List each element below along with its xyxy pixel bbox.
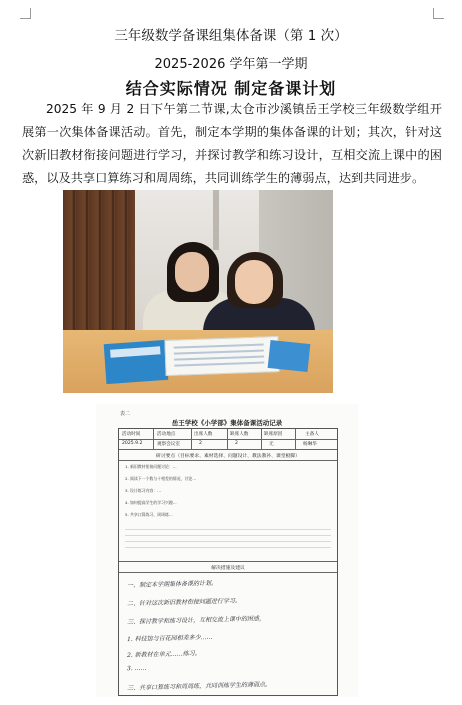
record-table [118, 428, 338, 696]
headline: 结合实际情况 制定备课计划 [125, 79, 337, 98]
body-paragraph: 2025 年 9 月 2 日下午第二节课,太仓市沙溪镇岳王学校三年级数学组开展第一次集体备课活动。首先，制定本学期的集体备课的计划；其次，针对这次新旧教材衔接问题进行学习，并探讨教学和练习设计，互相交流上课中的困惑，以及共享口算练习和周周练，共同训练学生的薄弱点，达到共同进步。 [22, 102, 442, 185]
header-cell: 缺席原因 [264, 432, 283, 437]
meeting-photo [63, 190, 333, 393]
handwritten-line: 三、探讨教学和练习设计，互相交流上课中的困惑， [126, 615, 266, 626]
header-cell: 缺席人数 [230, 432, 249, 437]
handwritten-line: 3. …… [126, 664, 147, 673]
value-cell: 2 [235, 441, 238, 446]
section-title-points: 研讨要点（目标要求、素材选择、问题设计、教法教补、课堂板脚） [156, 454, 300, 459]
teacher-left-face [175, 252, 209, 292]
document-title: 三年级数学备课组集体备课（第 1 次） [114, 28, 348, 44]
value-cell: 2 [199, 441, 202, 446]
page-corner-mark-right [433, 8, 444, 19]
handwritten-line: 1. 科技馆与百花园相差多少…… [126, 633, 213, 644]
handwritten-line: 一、制定本学期集体备课的计划。 [126, 579, 218, 590]
point-line: 3. 设计练习内容：… [125, 488, 162, 493]
handwritten-line: 二、针对这次新旧教材衔接问题进行学习。 [126, 597, 242, 608]
record-title: 岳王学校《小学部》集体备课活动记录 [171, 419, 283, 427]
header-cell: 活动时间 [122, 432, 141, 437]
attachment-label: 表二 [120, 411, 131, 417]
section-title-measures: 解决措施及建议 [211, 566, 245, 571]
point-line: 2. 阅读下一个数与十相差的情况，讨论… [125, 476, 197, 481]
stand-shape [213, 190, 219, 250]
point-line: 1. 新旧教材衔接问题讨论：… [125, 464, 177, 469]
teacher-right-face [235, 260, 273, 304]
value-cell: 观察会议室 [157, 442, 180, 447]
header-cell: 活动地点 [157, 432, 176, 437]
header-cell: 主备人 [305, 432, 319, 437]
header-cell: 出席人数 [194, 432, 213, 437]
value-cell: 杨琳华 [303, 442, 317, 447]
page-corner-mark-left [20, 8, 31, 19]
open-workbook [164, 336, 279, 376]
value-cell: 2025.9.2 [122, 441, 143, 446]
textbook-left [104, 340, 169, 384]
term-subtitle: 2025-2026 学年第一学期 [154, 57, 308, 72]
point-line: 4. 如何提高学生的学习兴趣… [125, 500, 177, 505]
point-line: 5. 共享口算练习、周周练… [125, 512, 173, 517]
value-cell: 无 [269, 442, 274, 447]
printed-text-block [125, 525, 331, 553]
handwritten-line: 2. 新教材在单元……练习。 [126, 650, 201, 659]
textbook-right [268, 340, 311, 372]
record-sheet-scan [96, 404, 358, 697]
handwritten-line: 三、共享口算练习和周周练，共同训练学生的薄弱点。 [126, 681, 272, 692]
